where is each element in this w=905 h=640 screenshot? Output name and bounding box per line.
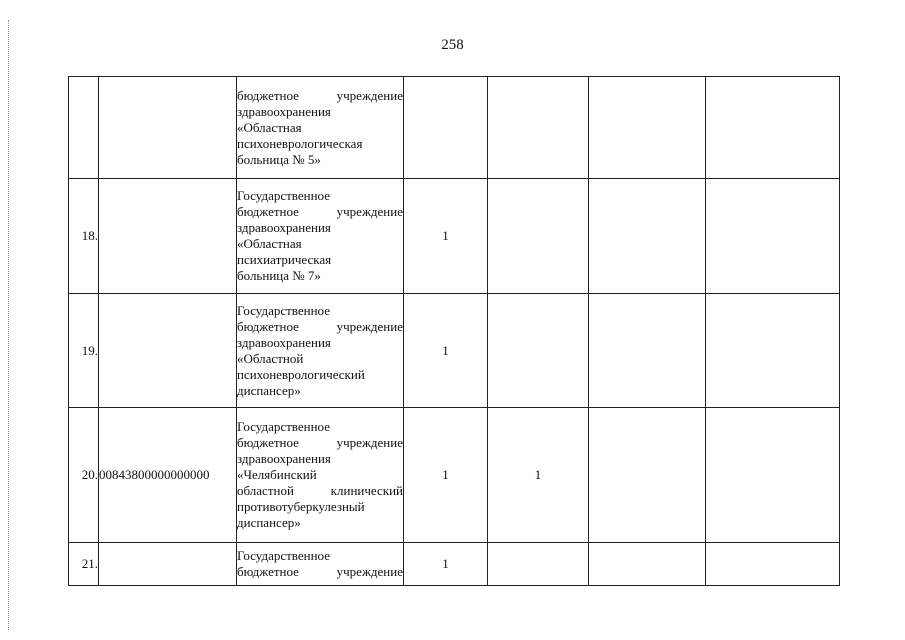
name-line: бюджетное учреждение: [237, 564, 403, 579]
name-line: «Областной: [237, 350, 304, 366]
page-number: 258: [441, 37, 464, 53]
name-line: Государственное: [237, 419, 330, 434]
name-line: бюджетное учреждение: [237, 318, 403, 334]
value-col7: [706, 294, 840, 408]
value-col4: 1: [404, 543, 488, 586]
row-number: 21.: [69, 543, 99, 586]
value-col4: [404, 77, 488, 179]
institution-name: [237, 294, 404, 408]
name-line: противотуберкулезный: [237, 499, 365, 514]
row-code: [99, 179, 237, 294]
name-line: здравоохранения: [237, 220, 331, 235]
value-col7: [706, 179, 840, 294]
name-line: «Челябинский: [237, 467, 317, 482]
name-line: больница № 5»: [237, 151, 321, 167]
row-code: 00843800000000000: [99, 408, 237, 543]
name-line: «Областная: [237, 236, 302, 251]
row-code: [99, 294, 237, 408]
name-line: здравоохранения: [237, 451, 331, 466]
name-line: психоневрологическая: [237, 135, 363, 151]
name-line: психоневрологический: [237, 366, 365, 382]
value-col4: 1: [404, 408, 488, 543]
page-edge: [8, 20, 9, 630]
value-col6: [589, 543, 706, 586]
row-number: 19.: [69, 294, 99, 408]
table-row: [69, 294, 840, 408]
value-col6: [589, 179, 706, 294]
name-line: диспансер»: [237, 382, 301, 398]
name-line: психиатрическая: [237, 252, 332, 267]
row-number: 18.: [69, 179, 99, 294]
name-line: Государственное: [237, 188, 330, 203]
name-line: «Областная: [237, 119, 302, 135]
name-line: областной клинический: [237, 483, 403, 498]
institution-name: [237, 179, 404, 294]
name-line: здравоохранения: [237, 103, 331, 119]
row-code: [99, 543, 237, 586]
value-col7: [706, 408, 840, 543]
institutions-table: [68, 76, 840, 586]
value-col4: 1: [404, 179, 488, 294]
row-number: [69, 77, 99, 179]
name-line: бюджетное учреждение: [237, 87, 403, 103]
value-col7: [706, 543, 840, 586]
row-code: [99, 77, 237, 179]
table-row: [69, 77, 840, 179]
name-line: больница № 7»: [237, 268, 321, 283]
value-col6: [589, 77, 706, 179]
name-line: Государственное: [237, 548, 330, 563]
table-row: [69, 543, 840, 586]
name-line: диспансер»: [237, 515, 301, 530]
name-line: Государственное: [237, 302, 330, 318]
name-line: здравоохранения: [237, 334, 331, 350]
institution-name: [237, 543, 404, 586]
value-col6: [589, 294, 706, 408]
value-col6: [589, 408, 706, 543]
institution-name: [237, 77, 404, 179]
name-line: бюджетное учреждение: [237, 435, 403, 450]
name-line: бюджетное учреждение: [237, 204, 403, 219]
value-col5: [488, 179, 589, 294]
institution-name: [237, 408, 404, 543]
value-col5: [488, 294, 589, 408]
value-col5: [488, 543, 589, 586]
value-col4: 1: [404, 294, 488, 408]
value-col7: [706, 77, 840, 179]
table-row: [69, 408, 840, 543]
row-number: 20.: [69, 408, 99, 543]
value-col5: [488, 77, 589, 179]
value-col5: 1: [488, 408, 589, 543]
table-row: [69, 179, 840, 294]
